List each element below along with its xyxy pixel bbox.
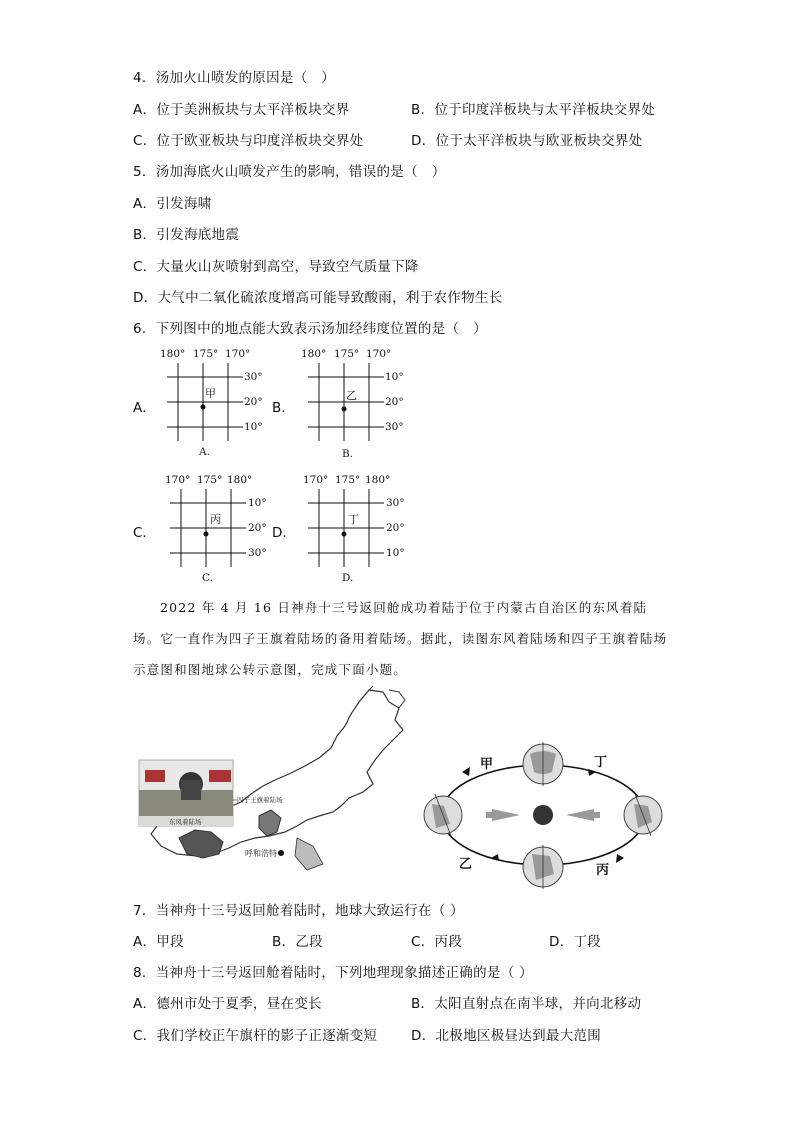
grid-b-lat-3: 30° [385, 421, 404, 433]
passage-text: 2022 年 4 月 16 日神舟十三号返回舱成功着陆于位于内蒙古自治区的东风着陆场。它一直作为四子王旗着陆场的备用着陆场。据此，读图东风着陆场和四子王旗着陆场示意图和图地球公转示意图，完成下面小题。 [133, 600, 668, 677]
grid-a-lon-1: 180° [160, 348, 186, 360]
grid-b-lon-3: 170° [366, 348, 392, 360]
q8-stem: 8．当神舟十三号返回舱着陆时，下列地理现象描述正确的是（ ） [133, 965, 533, 981]
orbit-label-jia: 甲 [480, 757, 494, 772]
grid-c-lon-1: 170° [165, 474, 191, 486]
label-dongfeng: 东风着陆场 [169, 818, 202, 826]
earth-orbit-diagram [422, 740, 664, 892]
q7-option-c: C．丙段 [411, 934, 463, 950]
q8-option-b: B．太阳直射点在南半球，并向北移动 [411, 996, 642, 1012]
q8-option-d: D．北极地区极昼达到最大范围 [411, 1028, 602, 1044]
grid-b-point [342, 407, 347, 412]
q5-option-d: D．大气中二氧化硫浓度增高可能导致酸雨，利于农作物生长 [133, 290, 503, 306]
grid-d-lon-3: 180° [365, 474, 391, 486]
q8-option-a: A．德州市处于夏季，昼在变长 [133, 996, 322, 1012]
grid-c-lon-3: 180° [227, 474, 253, 486]
q5-option-c: C．大量火山灰喷射到高空，导致空气质量下降 [133, 259, 419, 275]
inner-mongolia-map [137, 686, 409, 886]
sun-icon [533, 805, 553, 825]
grid-d-caption: D. [342, 572, 354, 584]
grid-d-point [342, 532, 347, 537]
q7-option-d: D．丁段 [549, 934, 602, 950]
q5-option-b: B．引发海底地震 [133, 227, 240, 243]
grid-a-lon-2: 175° [193, 348, 219, 360]
grid-c-prefix: C． [133, 525, 156, 541]
grid-d-diagram [298, 468, 413, 588]
earth-bottom-icon [523, 845, 563, 889]
grid-a-lon-3: 170° [225, 348, 251, 360]
grid-b-lon-2: 175° [334, 348, 360, 360]
q4-stem: 4．汤加火山喷发的原因是（ ） [133, 70, 336, 86]
grid-b-diagram [296, 343, 411, 463]
q7-stem: 7．当神舟十三号返回舱着陆时，地球大致运行在（ ） [133, 903, 464, 919]
orbit-label-ding: 丁 [594, 755, 608, 770]
label-hohhot: 呼和浩特 [245, 849, 277, 858]
q4-option-a: A．位于美洲板块与太平洋板块交界 [133, 102, 350, 118]
hohhot-dot [278, 850, 284, 856]
grid-d-lon-2: 175° [335, 474, 361, 486]
grid-c-lon-2: 175° [197, 474, 223, 486]
grid-b-lat-1: 10° [385, 371, 404, 383]
grid-a-prefix: A． [133, 400, 156, 416]
q5-option-a: A．引发海啸 [133, 196, 212, 212]
label-siziwang: 四子王旗着陆场 [237, 796, 283, 804]
q4-option-b: B．位于印度洋板块与太平洋板块交界处 [411, 102, 656, 118]
grid-a-lat-2: 20° [244, 396, 263, 408]
grid-b-mark: 乙 [346, 389, 357, 402]
grid-c-mark: 丙 [210, 513, 221, 526]
grid-c-lat-1: 10° [248, 497, 267, 509]
earth-right-icon [624, 794, 662, 836]
grid-a-diagram [155, 343, 270, 463]
earth-top-icon [523, 742, 563, 786]
orbit-label-yi: 乙 [459, 857, 473, 872]
q6-stem: 6．下列图中的地点能大致表示汤加经纬度位置的是（ ） [133, 321, 487, 337]
grid-a-lat-3: 10° [244, 421, 263, 433]
grid-c-point [204, 532, 209, 537]
q5-stem: 5．汤加海底火山喷发产生的影响，错误的是（ ） [133, 164, 446, 180]
q4-option-d: D．位于太平洋板块与欧亚板块交界处 [411, 133, 643, 149]
q7-option-a: A．甲段 [133, 934, 184, 950]
q8-option-c: C．我们学校正午旗杆的影子正逐渐变短 [133, 1028, 378, 1044]
grid-d-mark: 丁 [348, 513, 359, 526]
grid-b-lon-1: 180° [301, 348, 327, 360]
grid-c-lat-2: 20° [248, 522, 267, 534]
grid-a-caption: A. [199, 446, 210, 458]
grid-d-lat-2: 20° [386, 522, 405, 534]
grid-c-diagram [160, 468, 275, 588]
earth-left-icon [424, 794, 462, 836]
grid-a-point [201, 405, 206, 410]
grid-d-lat-1: 30° [386, 497, 405, 509]
q4-option-c: C．位于欧亚板块与印度洋板块交界处 [133, 133, 364, 149]
shaded-west-region [179, 830, 223, 858]
q7-option-b: B．乙段 [272, 934, 323, 950]
shaded-central-region [259, 810, 281, 836]
grid-c-caption: C. [202, 572, 213, 584]
grid-d-lat-3: 10° [386, 547, 405, 559]
grid-d-lon-1: 170° [303, 474, 329, 486]
grid-a-lat-1: 30° [244, 371, 263, 383]
grid-b-lat-2: 20° [385, 396, 404, 408]
grid-d-prefix: D． [272, 525, 296, 541]
grid-b-caption: B. [342, 448, 354, 460]
grid-a-mark: 甲 [205, 387, 216, 400]
orbit-label-bing: 丙 [596, 863, 610, 878]
grid-c-lat-3: 30° [248, 547, 267, 559]
grid-b-prefix: B． [272, 400, 295, 416]
